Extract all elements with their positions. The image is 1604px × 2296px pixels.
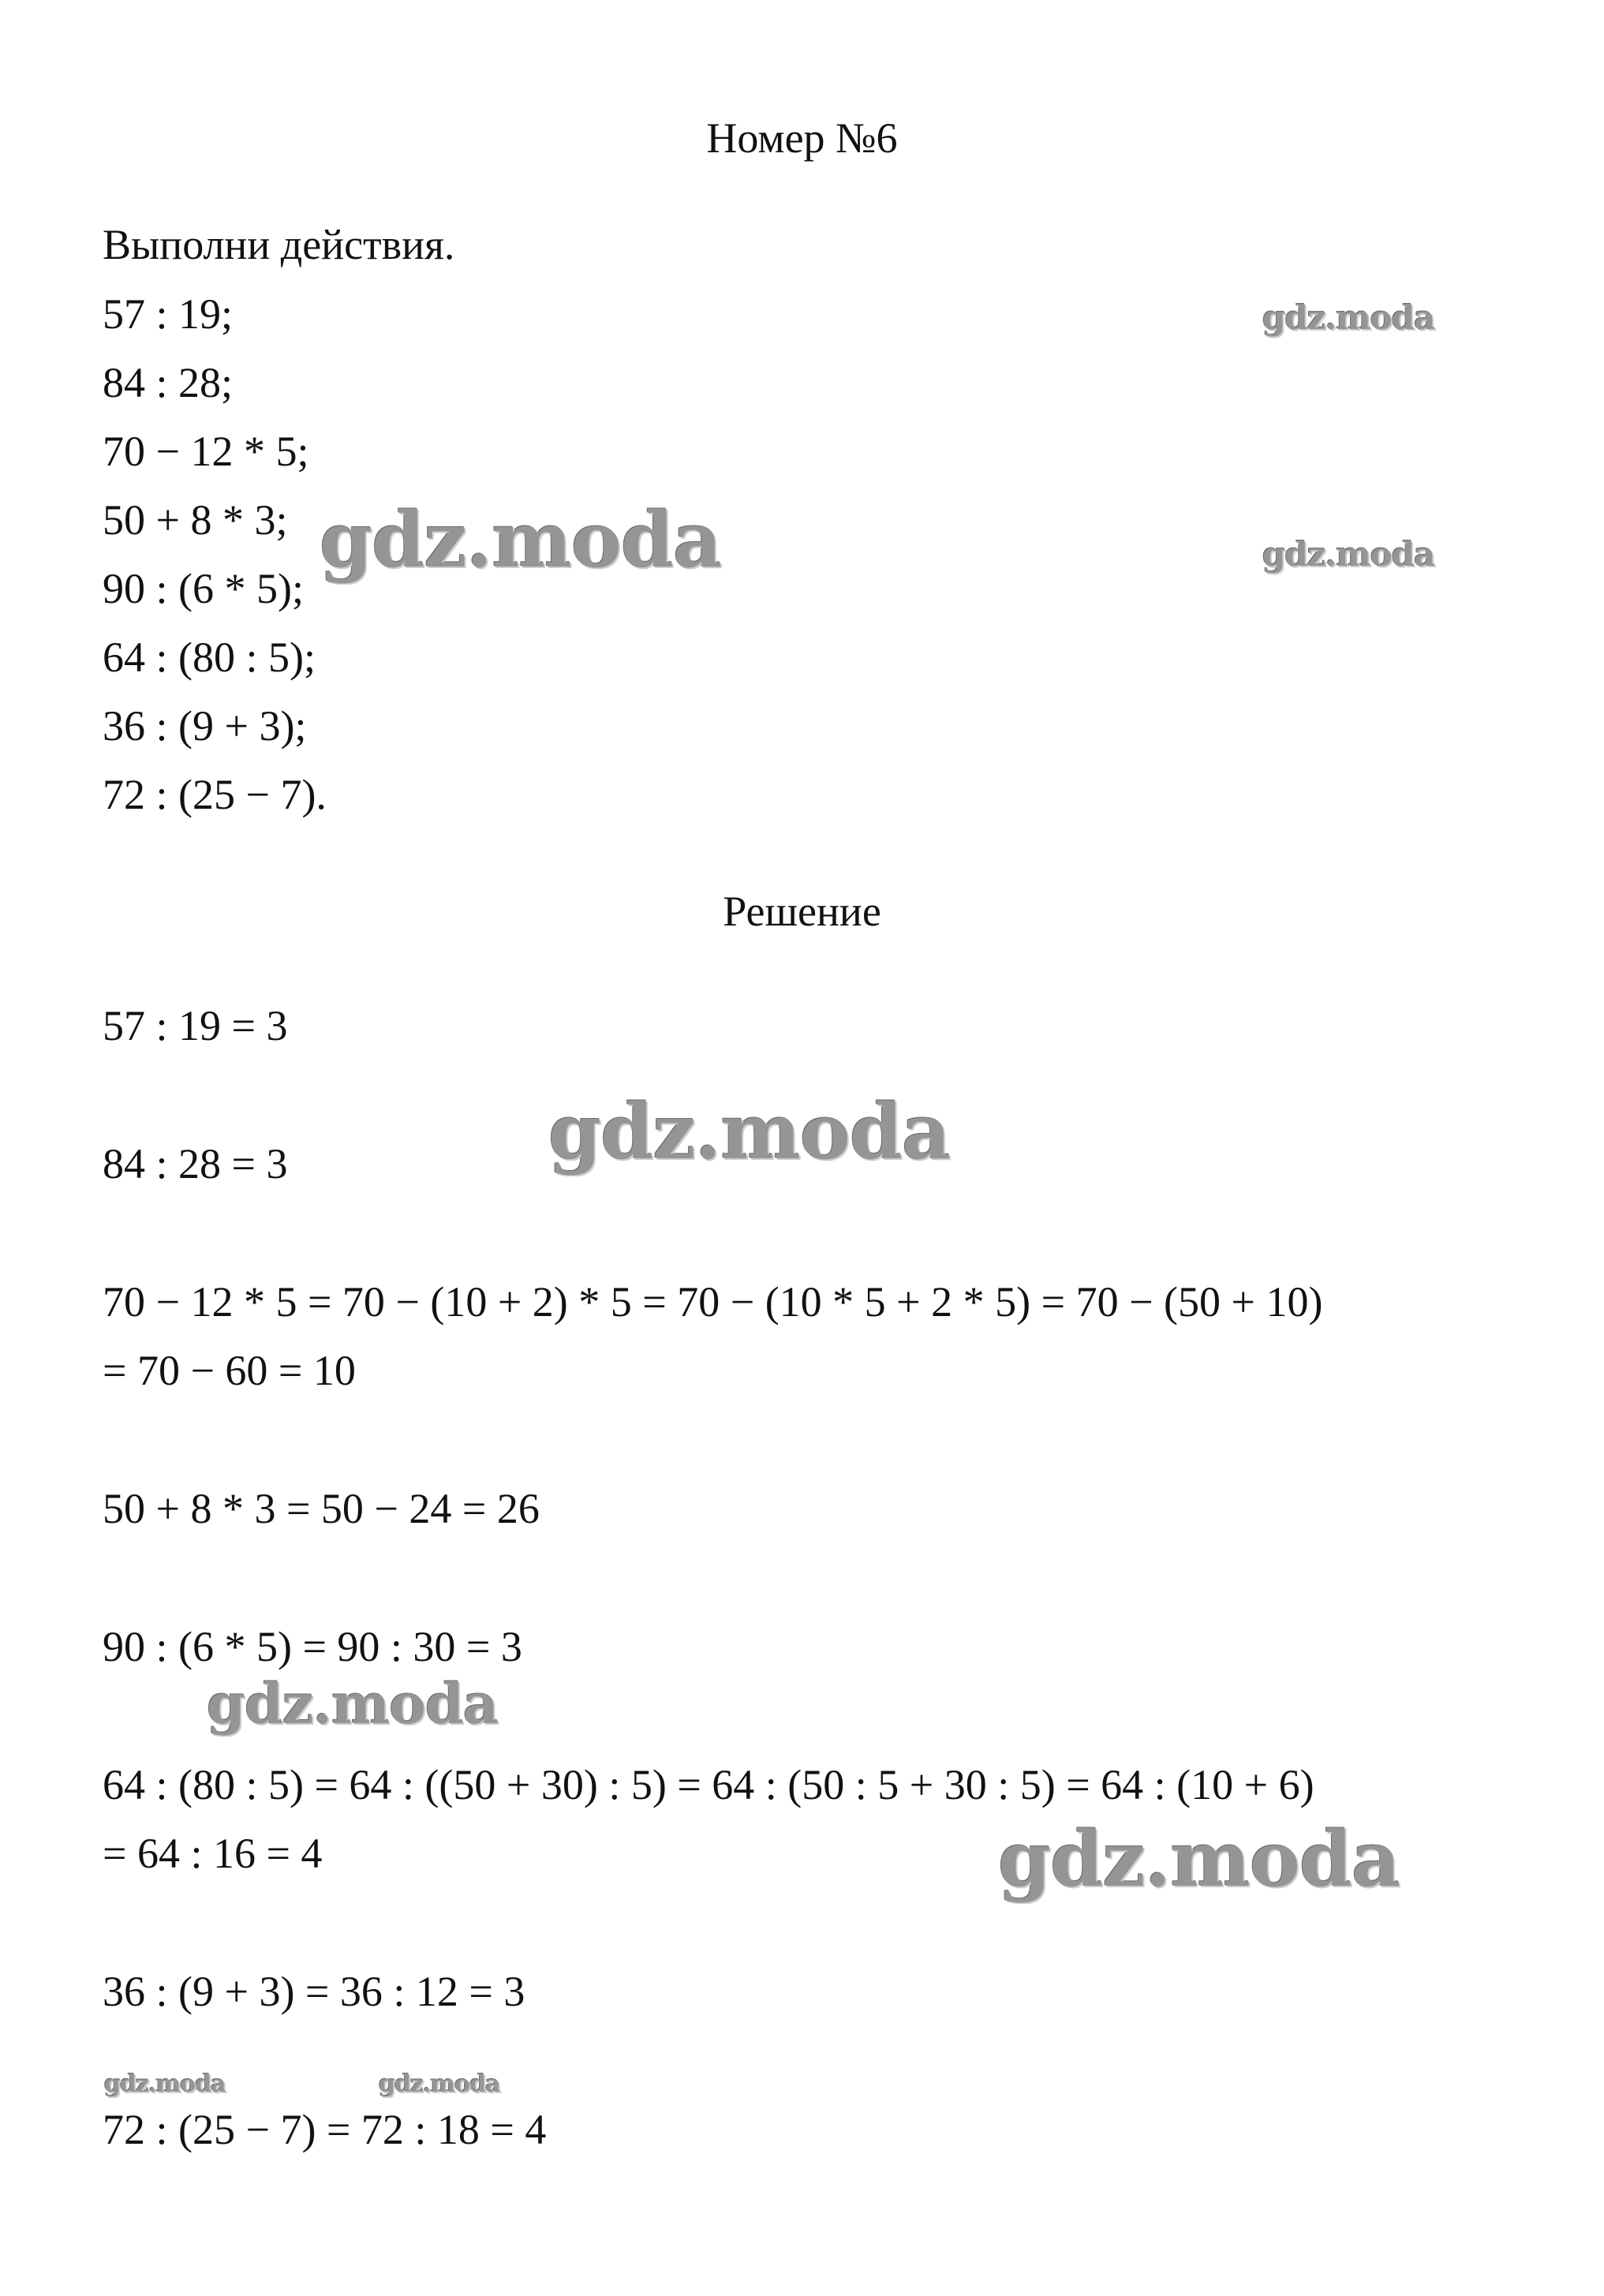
task-item: 84 : 28; [103,359,234,406]
solution-heading: Решение [723,888,881,935]
watermark: gdz.moda [998,1815,1400,1904]
solution-line: = 64 : 16 = 4 [103,1830,323,1877]
task-item: 57 : 19; [103,290,234,338]
task-item: 64 : (80 : 5); [103,634,316,681]
task-item: 50 + 8 * 3; [103,496,288,544]
solution-line: 84 : 28 = 3 [103,1140,288,1187]
watermark: gdz.moda [1262,535,1435,574]
task-intro: Выполни действия. [103,221,455,268]
solution-line: 72 : (25 − 7) = 72 : 18 = 4 [103,2106,547,2153]
watermark: gdz.moda [379,2070,500,2098]
task-item: 90 : (6 * 5); [103,565,304,612]
solution-line: = 70 − 60 = 10 [103,1347,356,1394]
task-item: 72 : (25 − 7). [103,771,327,818]
watermark: gdz.moda [207,1671,499,1737]
solution-line: 57 : 19 = 3 [103,1002,288,1049]
solution-line: 50 + 8 * 3 = 50 − 24 = 26 [103,1485,540,1532]
watermark: gdz.moda [320,495,722,585]
solution-line: 90 : (6 * 5) = 90 : 30 = 3 [103,1623,522,1670]
watermark: gdz.moda [548,1087,951,1176]
page-title: Номер №6 [706,114,898,162]
task-item: 70 − 12 * 5; [103,428,309,475]
watermark: gdz.moda [104,2070,226,2098]
solution-line: 36 : (9 + 3) = 36 : 12 = 3 [103,1968,525,2015]
task-list [103,286,327,836]
solution-line: 70 − 12 * 5 = 70 − (10 + 2) * 5 = 70 − (10 * 5 + 2 * 5) = 70 − (50 + 10) [103,1278,1323,1326]
task-item: 36 : (9 + 3); [103,702,307,750]
watermark: gdz.moda [1262,298,1435,337]
solution-line: 64 : (80 : 5) = 64 : ((50 + 30) : 5) = 64 : (50 : 5 + 30 : 5) = 64 : (10 + 6) [103,1761,1314,1808]
